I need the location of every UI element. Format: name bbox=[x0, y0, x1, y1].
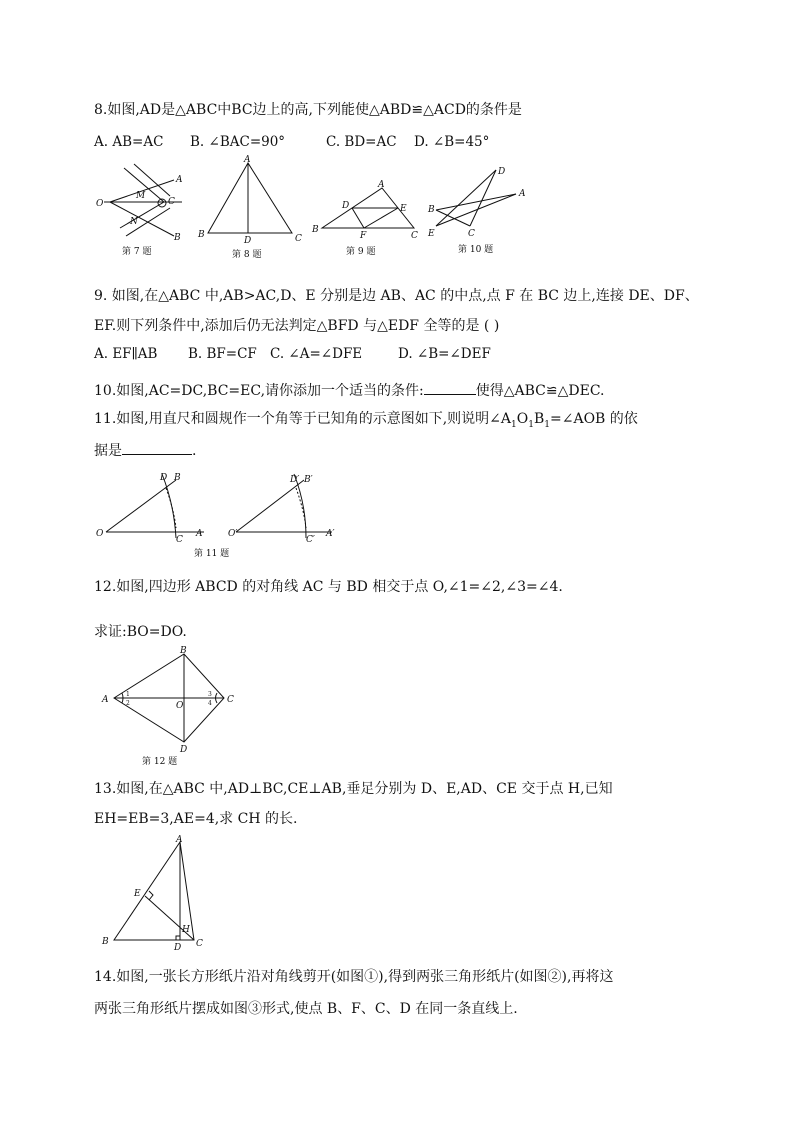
figure-8 bbox=[196, 155, 306, 265]
svg-text:A: A bbox=[102, 695, 109, 705]
svg-text:D: D bbox=[498, 167, 506, 177]
q9-option-b: B. BF=CF bbox=[188, 346, 257, 362]
q8-stem: 8.如图,AD是△ABC中BC边上的高,下列能使△ABD≌△ACD的条件是 bbox=[94, 102, 522, 118]
svg-text:D: D bbox=[160, 473, 168, 483]
svg-text:E: E bbox=[134, 889, 141, 899]
svg-text:A: A bbox=[176, 175, 183, 185]
fig11-caption: 第 11 题 bbox=[194, 549, 230, 559]
q10-line bbox=[94, 380, 605, 400]
figure-13 bbox=[100, 834, 210, 954]
q9-line2: EF.则下列条件中,添加后仍无法判定△BFD 与△EDF 全等的是 ( ) bbox=[94, 318, 500, 334]
svg-text:O′: O′ bbox=[228, 529, 238, 539]
svg-text:B: B bbox=[428, 205, 435, 215]
q11-answer-blank[interactable] bbox=[122, 440, 192, 455]
svg-text:2: 2 bbox=[126, 700, 130, 707]
q8-option-b: B. ∠BAC=90° bbox=[190, 134, 286, 150]
q14-line2: 两张三角形纸片摆成如图③形式,使点 B、F、C、D 在同一条直线上. bbox=[94, 1001, 518, 1017]
svg-text:O: O bbox=[96, 199, 104, 209]
svg-text:A: A bbox=[519, 189, 526, 199]
svg-text:C: C bbox=[196, 939, 203, 949]
svg-text:C: C bbox=[168, 197, 175, 207]
q9-option-d: D. ∠B=∠DEF bbox=[398, 346, 491, 362]
svg-text:D′: D′ bbox=[290, 475, 300, 485]
q8-option-a: A. AB=AC bbox=[94, 134, 164, 150]
q13-line2: EH=EB=3,AE=4,求 CH 的长. bbox=[94, 811, 298, 827]
q10-answer-blank[interactable] bbox=[424, 380, 476, 395]
fig12-caption: 第 12 题 bbox=[142, 757, 178, 767]
fig8-caption: 第 8 题 bbox=[232, 250, 262, 260]
svg-text:N: N bbox=[130, 217, 138, 227]
q8-option-c: C. BD=AC bbox=[326, 134, 397, 150]
svg-text:O: O bbox=[176, 701, 184, 711]
figure-12 bbox=[100, 646, 240, 768]
svg-text:D: D bbox=[174, 943, 182, 953]
svg-text:C: C bbox=[176, 535, 183, 545]
q14-line1: 14.如图,一张长方形纸片沿对角线剪开(如图①),得到两张三角形纸片(如图②),再将这 bbox=[94, 969, 614, 985]
svg-text:E: E bbox=[400, 204, 407, 214]
svg-text:B: B bbox=[198, 230, 205, 240]
svg-text:H: H bbox=[182, 925, 190, 935]
svg-text:A: A bbox=[176, 835, 183, 845]
svg-text:A′: A′ bbox=[326, 529, 335, 539]
q12-stem: 12.如图,四边形 ABCD 的对角线 AC 与 BD 相交于点 O,∠1=∠2,∠3=∠4. bbox=[94, 579, 563, 595]
fig7-caption: 第 7 题 bbox=[122, 247, 152, 257]
svg-text:B: B bbox=[174, 233, 181, 243]
svg-text:B: B bbox=[180, 646, 187, 656]
figure-7 bbox=[92, 160, 192, 265]
svg-text:1: 1 bbox=[126, 691, 130, 698]
q11-line2: 据是 . bbox=[94, 440, 196, 460]
svg-text:C: C bbox=[227, 695, 234, 705]
svg-text:3: 3 bbox=[208, 691, 212, 698]
svg-text:D: D bbox=[244, 236, 252, 246]
svg-text:A: A bbox=[378, 180, 385, 190]
figure-9 bbox=[312, 178, 422, 260]
q11-line1-b: =∠AOB 的依 bbox=[550, 411, 638, 427]
q11-line1: 11.如图,用直尺和圆规作一个角等于已知角的示意图如下,则说明$\angle A_1O_1B_1=\angle AOB$ 的依 bbox=[94, 411, 638, 430]
svg-text:M: M bbox=[136, 191, 146, 201]
svg-text:A: A bbox=[196, 529, 203, 539]
svg-text:A: A bbox=[244, 155, 251, 165]
svg-text:C: C bbox=[411, 231, 418, 241]
svg-text:C: C bbox=[295, 234, 302, 244]
q11-line2-text: 据是 bbox=[94, 443, 122, 459]
q13-line1: 13.如图,在△ABC 中,AD⊥BC,CE⊥AB,垂足分别为 D、E,AD、CE 交于点 H,已知 bbox=[94, 781, 613, 797]
figure-10 bbox=[424, 162, 534, 260]
svg-text:B: B bbox=[312, 225, 319, 235]
svg-text:E: E bbox=[428, 229, 435, 239]
svg-text:O: O bbox=[96, 529, 104, 539]
svg-text:4: 4 bbox=[208, 700, 212, 707]
q10-after: 使得△ABC≌△DEC. bbox=[475, 383, 605, 399]
q12-proof: 求证:BO=DO. bbox=[94, 624, 187, 640]
q9-option-a: A. EF∥AB bbox=[94, 346, 158, 362]
svg-text:C: C bbox=[468, 229, 475, 239]
svg-text:B: B bbox=[102, 937, 109, 947]
q9-line1: 9. 如图,在△ABC 中,AB>AC,D、E 分别是边 AB、AC 的中点,点 F 在 BC 边上,连接 DE、DF、 bbox=[94, 288, 699, 304]
svg-text:B: B bbox=[174, 473, 181, 483]
fig9-caption: 第 9 题 bbox=[346, 247, 376, 257]
fig10-caption: 第 10 题 bbox=[458, 245, 494, 255]
q8-option-d: D. ∠B=45° bbox=[414, 134, 490, 150]
svg-text:C′: C′ bbox=[306, 535, 315, 545]
q11-line1-a: 11.如图,用直尺和圆规作一个角等于已知角的示意图如下,则说明∠A bbox=[94, 411, 512, 427]
svg-text:D: D bbox=[180, 745, 188, 755]
svg-text:D: D bbox=[342, 201, 350, 211]
svg-text:F: F bbox=[360, 231, 367, 241]
svg-text:B′: B′ bbox=[304, 475, 313, 485]
q9-option-c: C. ∠A=∠DFE bbox=[270, 346, 363, 362]
q10-before: 10.如图,AC=DC,BC=EC,请你添加一个适当的条件: bbox=[94, 383, 424, 399]
figure-11 bbox=[94, 470, 354, 562]
